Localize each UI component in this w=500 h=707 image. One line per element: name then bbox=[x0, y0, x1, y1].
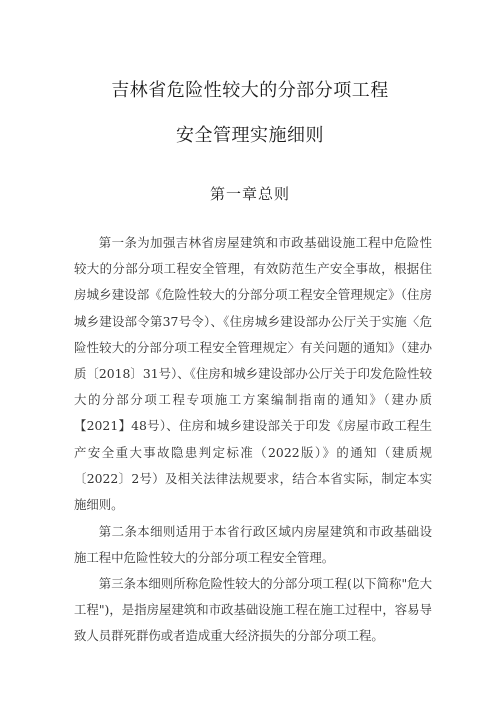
article-1-paragraph: 第一条为加强吉林省房屋建筑和市政基础设施工程中危险性较大的分部分项工程安全管理，有效防范生产安全事故，根据住房城乡建设部《危险性较大的分部分项工程安全管理规定》（住房城乡建设部令第37号令）、《住房城乡建设部办公厅关于实施〈危险性较大的分部分项工程安全管理规定〉有关问题的通知》（建办质〔2018〕31号）、《住房和城乡建设部办公厅关于印发危险性较大的分部分项工程专项施工方案编制指南的通知》（建办质【2021】48号）、住房和城乡建设部关于印发《房屋市政工程生产安全重大事故隐患判定标准（2022版）》的通知（建质规〔2022〕2号）及相关法律法规要求，结合本省实际，制定本实施细则。 bbox=[74, 235, 432, 513]
article-2-paragraph: 第二条本细则适用于本省行政区域内房屋建筑和市政基础设施工程中危险性较大的分部分项工程安全管理。 bbox=[74, 524, 432, 566]
chapter-heading: 第一章总则 bbox=[209, 185, 290, 203]
document-title-line-2: 安全管理实施细则 bbox=[176, 125, 324, 146]
document-title-line-1: 吉林省危险性较大的分部分项工程 bbox=[111, 80, 389, 101]
article-3-paragraph: 第三条本细则所称危险性较大的分部分项工程(以下简称"危大工程")，是指房屋建筑和市政基础设施工程在施工过程中，容易导致人员群死群伤或者造成重大经济损失的分部分项工程。 bbox=[74, 576, 432, 644]
